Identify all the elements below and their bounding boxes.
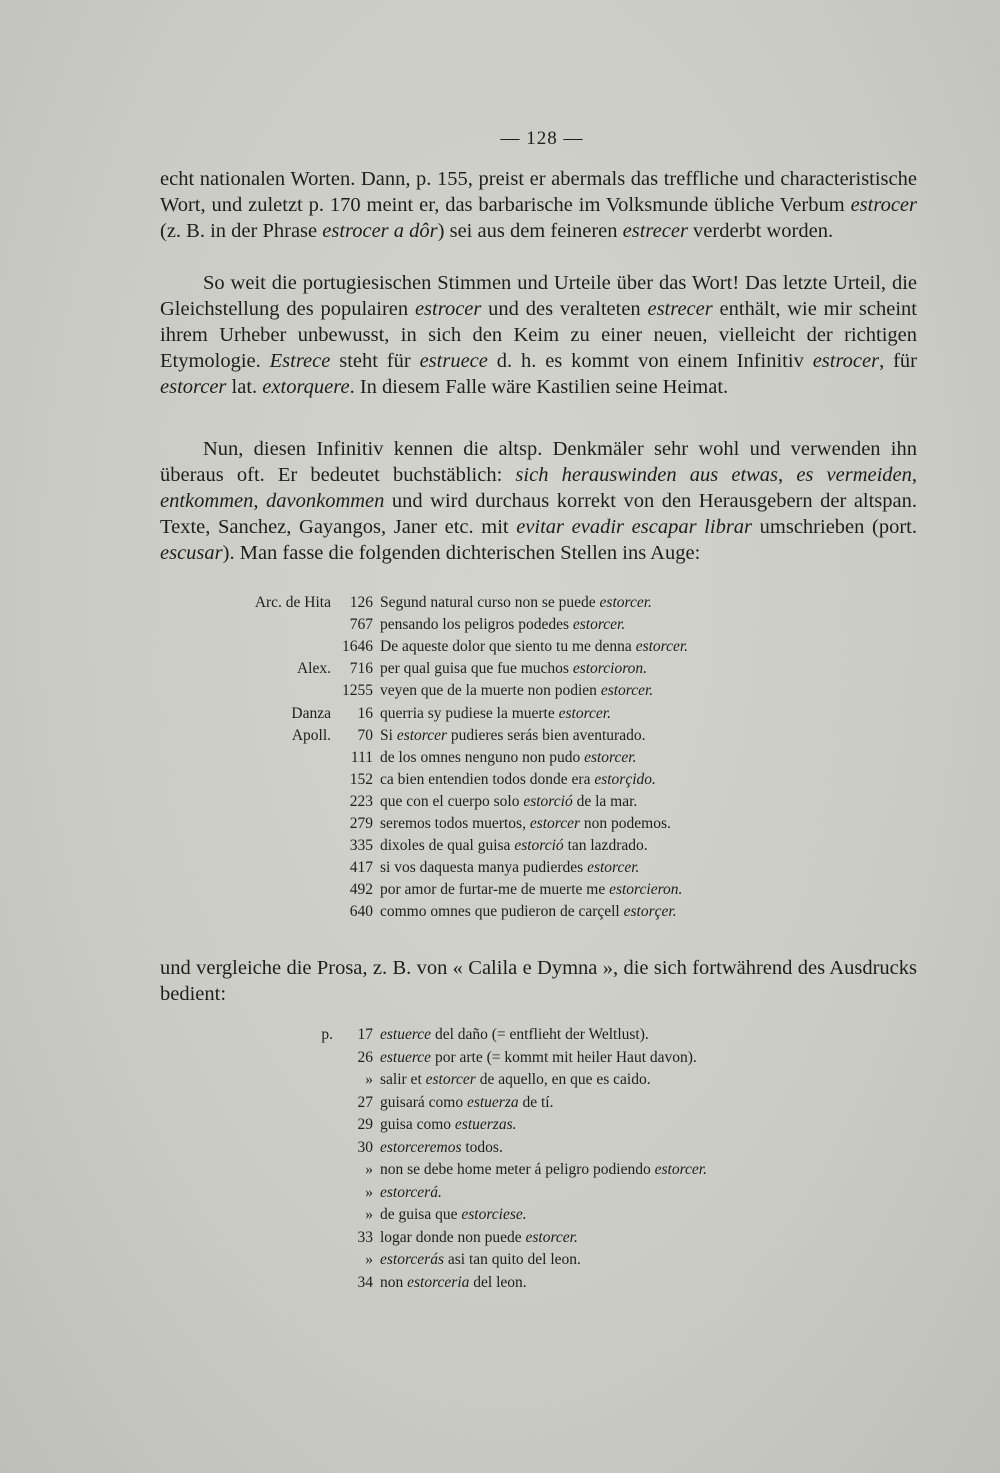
verse-text: dixoles de qual guisa estorció tan lazdrado. <box>380 837 648 855</box>
prose-ref-number: 26 <box>357 1048 373 1066</box>
verse-text: por amor de furtar-me de muerte me estorcieron. <box>380 881 683 899</box>
prose-ref-text: non se debe home meter á peligro podiendo estorcer. <box>380 1161 707 1178</box>
verse-number: 716 <box>349 660 373 678</box>
prose-ref-number: 27 <box>357 1093 373 1111</box>
verse-number: 417 <box>349 859 373 877</box>
verse-number: 16 <box>357 704 373 722</box>
prose-ref-text: logar donde non puede estorcer. <box>380 1228 578 1246</box>
prose-ref-text: estuerce por arte (= kommt mit heiler Haut davon). <box>380 1048 697 1066</box>
prose-ref-page-marker: p. <box>321 1026 333 1043</box>
verse-number: 223 <box>349 792 373 810</box>
verse-row <box>0 901 1000 923</box>
prose-ref-row <box>0 1204 1000 1226</box>
verse-text: pensando los peligros podedes estorcer. <box>380 616 626 634</box>
verse-row <box>0 747 1000 769</box>
prose-ref-text: non estorceria del leon. <box>380 1273 527 1291</box>
verse-row <box>0 614 1000 636</box>
verse-text: que con el cuerpo solo estorció de la mar. <box>380 792 638 810</box>
verse-text: querria sy pudiese la muerte estorcer. <box>380 704 611 722</box>
verse-text: seremos todos muertos, estorcer non podemos. <box>380 815 671 832</box>
prose-ref-row <box>0 1137 1000 1159</box>
prose-ref-row <box>0 1249 1000 1271</box>
prose-ref-text: estorcerás asi tan quito del leon. <box>380 1251 581 1268</box>
verse-number: 640 <box>349 903 373 921</box>
verse-number: 767 <box>349 616 373 634</box>
page-number: — 128 — <box>500 128 584 149</box>
paragraph-2: So weit die portugiesischen Stimmen und Urteile über das Wort! Das letzte Urteil, die Gleichstellung des populairen estrocer und des veralteten estrecer enthält, wie mir scheint ihrem Urheber unbewusst, in sich den Keim zu einer neuen, vielleicht der richtigen Etymologie. Estrece steht für estruece d. h. es kommt von einem Infinitiv estrocer, für estorcer lat. extorquere. In diesem Falle wäre Kastilien seine Heimat. <box>160 272 917 398</box>
prose-ref-number: 29 <box>357 1116 373 1133</box>
verse-row <box>0 857 1000 879</box>
prose-ref-text: salir et estorcer de aquello, en que es caido. <box>380 1071 651 1088</box>
verse-row <box>0 658 1000 680</box>
verse-number: 1255 <box>342 682 373 700</box>
verse-number: 1646 <box>342 638 373 656</box>
verse-row <box>0 769 1000 791</box>
prose-ref-text: estorcerá. <box>380 1183 442 1201</box>
verse-text: De aqueste dolor que siento tu me denna estorcer. <box>380 638 689 656</box>
prose-ref-number: » <box>365 1161 373 1178</box>
prose-ref-row <box>0 1092 1000 1114</box>
prose-ref-text: guisará como estuerza de tí. <box>380 1093 554 1111</box>
verse-source: Alex. <box>296 660 331 678</box>
prose-ref-row <box>0 1024 1000 1046</box>
prose-ref-number: » <box>365 1206 373 1223</box>
verse-text: per qual guisa que fue muchos estorcioron. <box>380 660 648 678</box>
verse-row <box>0 835 1000 857</box>
verse-number: 152 <box>349 770 373 788</box>
verse-text: Segund natural curso non se puede estorcer. <box>380 594 652 611</box>
verse-text: ca bien entendien todos donde era estorçido. <box>380 770 656 788</box>
prose-ref-text: guisa como estuerzas. <box>380 1116 517 1133</box>
verse-row <box>0 813 1000 835</box>
verse-row <box>0 636 1000 658</box>
paragraph-4: und vergleiche die Prosa, z. B. von « Calila e Dymna », die sich fortwährend des Ausdrucks bedient: <box>160 957 917 1005</box>
verse-row <box>0 592 1000 614</box>
prose-ref-row <box>0 1069 1000 1091</box>
verse-row <box>0 680 1000 702</box>
verse-text: de los omnes nenguno non pudo estorcer. <box>380 748 637 766</box>
verse-text: veyen que de la muerte non podien estorcer. <box>380 682 654 700</box>
verse-source: Apoll. <box>291 726 331 744</box>
prose-ref-number: » <box>365 1071 373 1088</box>
prose-ref-row <box>0 1272 1000 1294</box>
verse-number: 279 <box>349 815 373 832</box>
prose-ref-row <box>0 1159 1000 1181</box>
prose-ref-number: 17 <box>357 1026 373 1043</box>
prose-ref-number: » <box>365 1251 373 1268</box>
verse-text: commo omnes que pudieron de carçell estorçer. <box>380 903 677 921</box>
verse-source: Danza <box>291 704 331 722</box>
prose-ref-number: 34 <box>357 1273 373 1291</box>
verse-row <box>0 879 1000 901</box>
prose-ref-text: estorceremos todos. <box>380 1138 503 1156</box>
prose-ref-number: 30 <box>357 1138 373 1156</box>
verse-number: 70 <box>357 726 373 744</box>
prose-ref-row <box>0 1047 1000 1069</box>
verse-text: Si estorcer pudieres serás bien aventurado. <box>380 726 646 744</box>
verse-number: 492 <box>349 881 373 899</box>
verse-number: 335 <box>349 837 373 855</box>
paragraph-1: echt nationalen Worten. Dann, p. 155, preist er abermals das treffliche und characteristische Wort, und zuletzt p. 170 meint er, das barbarische im Volksmunde übliche Verbum estrocer (z. B. in der Phrase estrocer a dôr) sei aus dem feineren estrecer verderbt worden. <box>160 168 917 242</box>
verse-row <box>0 791 1000 813</box>
verse-row <box>0 703 1000 725</box>
verse-number: 111 <box>350 748 373 766</box>
verse-text: si vos daquesta manya pudierdes estorcer. <box>380 859 640 877</box>
verse-number: 126 <box>349 594 373 611</box>
paragraph-3: Nun, diesen Infinitiv kennen die altsp. Denkmäler sehr wohl und verwenden ihn überaus oft. Er bedeutet buchstäblich: sich herauswinden aus etwas, es vermeiden, entkommen, davonkommen und wird durchaus korrekt von den Herausgebern der altspan. Texte, Sanchez, Gayangos, Janer etc. mit evitar evadir escapar librar umschrieben (port. escusar). Man fasse die folgenden dichterischen Stellen ins Auge: <box>160 438 918 564</box>
prose-ref-row <box>0 1227 1000 1249</box>
prose-ref-text: de guisa que estorciese. <box>380 1206 527 1223</box>
prose-ref-row <box>0 1182 1000 1204</box>
verse-source: Arc. de Hita <box>254 594 331 611</box>
prose-ref-text: estuerce del daño (= entflieht der Weltlust). <box>380 1026 649 1043</box>
prose-ref-number: 33 <box>357 1228 373 1246</box>
prose-ref-number: » <box>365 1183 373 1201</box>
verse-row <box>0 725 1000 747</box>
prose-ref-row <box>0 1114 1000 1136</box>
